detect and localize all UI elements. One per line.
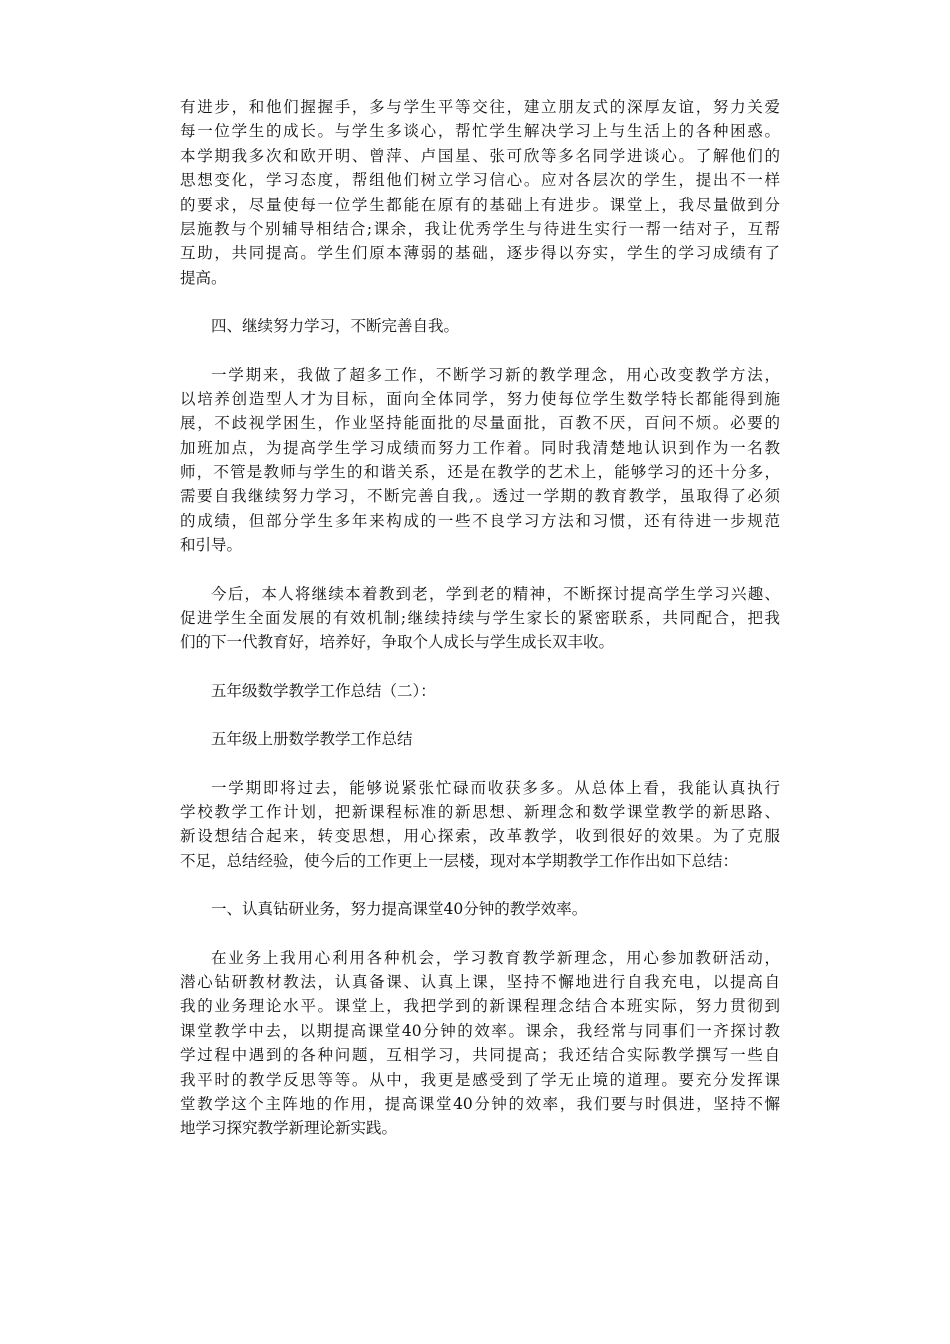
text-line: 加班加点，为提高学生学习成绩而努力工作着。同时我清楚地认识到作为一名教 (180, 438, 780, 457)
paragraph (180, 897, 780, 921)
text-line: 层施教与个别辅导相结合;课余，我让优秀学生与待进生实行一帮一结对子，互帮 (180, 219, 780, 238)
text-line: 我的业务理论水平。课堂上，我把学到的新课程理念结合本班实际，努力贯彻到 (180, 997, 780, 1016)
paragraph (180, 314, 780, 338)
text-line: 展，不歧视学困生，作业坚持能面批的尽量面批，百教不厌，百问不烦。必要的 (180, 414, 780, 433)
text-line: 今后，本人将继续本着教到老，学到老的精神，不断探讨提高学生学习兴趣、 (211, 584, 780, 603)
text-line: 四、继续努力学习，不断完善自我。 (211, 317, 460, 336)
text-line: 我平时的教学反思等等。从中，我更是感受到了学无止境的道理。要充分发挥课 (180, 1070, 780, 1089)
text-line: 需要自我继续努力学习，不断完善自我,。透过一学期的教育教学，虽取得了必须 (180, 487, 780, 506)
paragraph (180, 95, 780, 290)
document-body (180, 95, 780, 1165)
paragraph (180, 363, 780, 558)
text-line: 和引导。 (180, 536, 243, 555)
text-line: 本学期我多次和欧开明、曾萍、卢国星、张可欣等多名同学进谈心。了解他们的 (180, 146, 780, 165)
text-line: 学校教学工作计划，把新课程标准的新思想、新理念和数学课堂教学的新思路、 (180, 802, 780, 821)
text-line: 一、认真钻研业务，努力提高课堂40分钟的教学效率。 (211, 900, 588, 919)
text-line: 一学期即将过去，能够说紧张忙碌而收获多多。从总体上看，我能认真执行 (211, 778, 780, 797)
paragraph (180, 946, 780, 1141)
text-line: 五年级数学教学工作总结（二）： (211, 681, 436, 700)
text-line: 潜心钻研教材教法，认真备课、认真上课，坚持不懈地进行自我充电，以提高自 (180, 972, 780, 991)
text-line: 互助，共同提高。学生们原本薄弱的基础，逐步得以夯实，学生的学习成绩有了 (180, 244, 780, 263)
text-line: 学过程中遇到的各种问题，互相学习，共同提高；我还结合实际教学撰写一些自 (180, 1046, 780, 1065)
text-line: 每一位学生的成长。与学生多谈心，帮忙学生解决学习上与生活上的各种困惑。 (180, 122, 780, 141)
text-line: 的成绩，但部分学生多年来构成的一些不良学习方法和习惯，还有待进一步规范 (180, 511, 780, 530)
text-line: 们的下一代教育好，培养好，争取个人成长与学生成长双丰收。 (180, 633, 615, 652)
text-line: 课堂教学中去，以期提高课堂40分钟的效率。课余，我经常与同事们一齐探讨教 (180, 1021, 780, 1040)
text-line: 一学期来，我做了超多工作，不断学习新的教学理念，用心改变教学方法， (211, 365, 780, 384)
text-line: 以培养创造型人才为目标，面向全体同学，努力使每位学生数学特长都能得到施 (180, 389, 780, 408)
text-line: 有进步，和他们握握手，多与学生平等交往，建立朋友式的深厚友谊，努力关爱 (180, 98, 780, 116)
text-line: 在业务上我用心利用各种机会，学习教育教学新理念，用心参加教研活动， (211, 948, 780, 967)
text-line: 新设想结合起来，转变思想，用心探索，改革教学，收到很好的效果。为了克服 (180, 827, 780, 846)
text-line: 的要求，尽量使每一位学生都能在原有的基础上有进步。课堂上，我尽量做到分 (180, 195, 780, 214)
text-line: 促进学生全面发展的有效机制;继续持续与学生家长的紧密联系，共同配合，把我 (180, 609, 780, 628)
text-line: 师，不管是教师与学生的和谐关系，还是在教学的艺术上，能够学习的还十分多， (180, 463, 780, 482)
text-line: 提高。 (180, 268, 227, 287)
text-line: 五年级上册数学教学工作总结 (211, 730, 413, 749)
paragraph (180, 679, 780, 703)
text-line: 不足，总结经验，使今后的工作更上一层楼，现对本学期教学工作作出如下总结： (180, 851, 739, 870)
paragraph (180, 727, 780, 751)
paragraph (180, 582, 780, 655)
paragraph (180, 776, 780, 874)
text-line: 地学习探究教学新理论新实践。 (180, 1119, 398, 1138)
text-line: 堂教学这个主阵地的作用，提高课堂40分钟的效率，我们要与时俱进，坚持不懈 (180, 1094, 780, 1113)
text-line: 思想变化，学习态度，帮组他们树立学习信心。应对各层次的学生，提出不一样 (180, 171, 780, 190)
